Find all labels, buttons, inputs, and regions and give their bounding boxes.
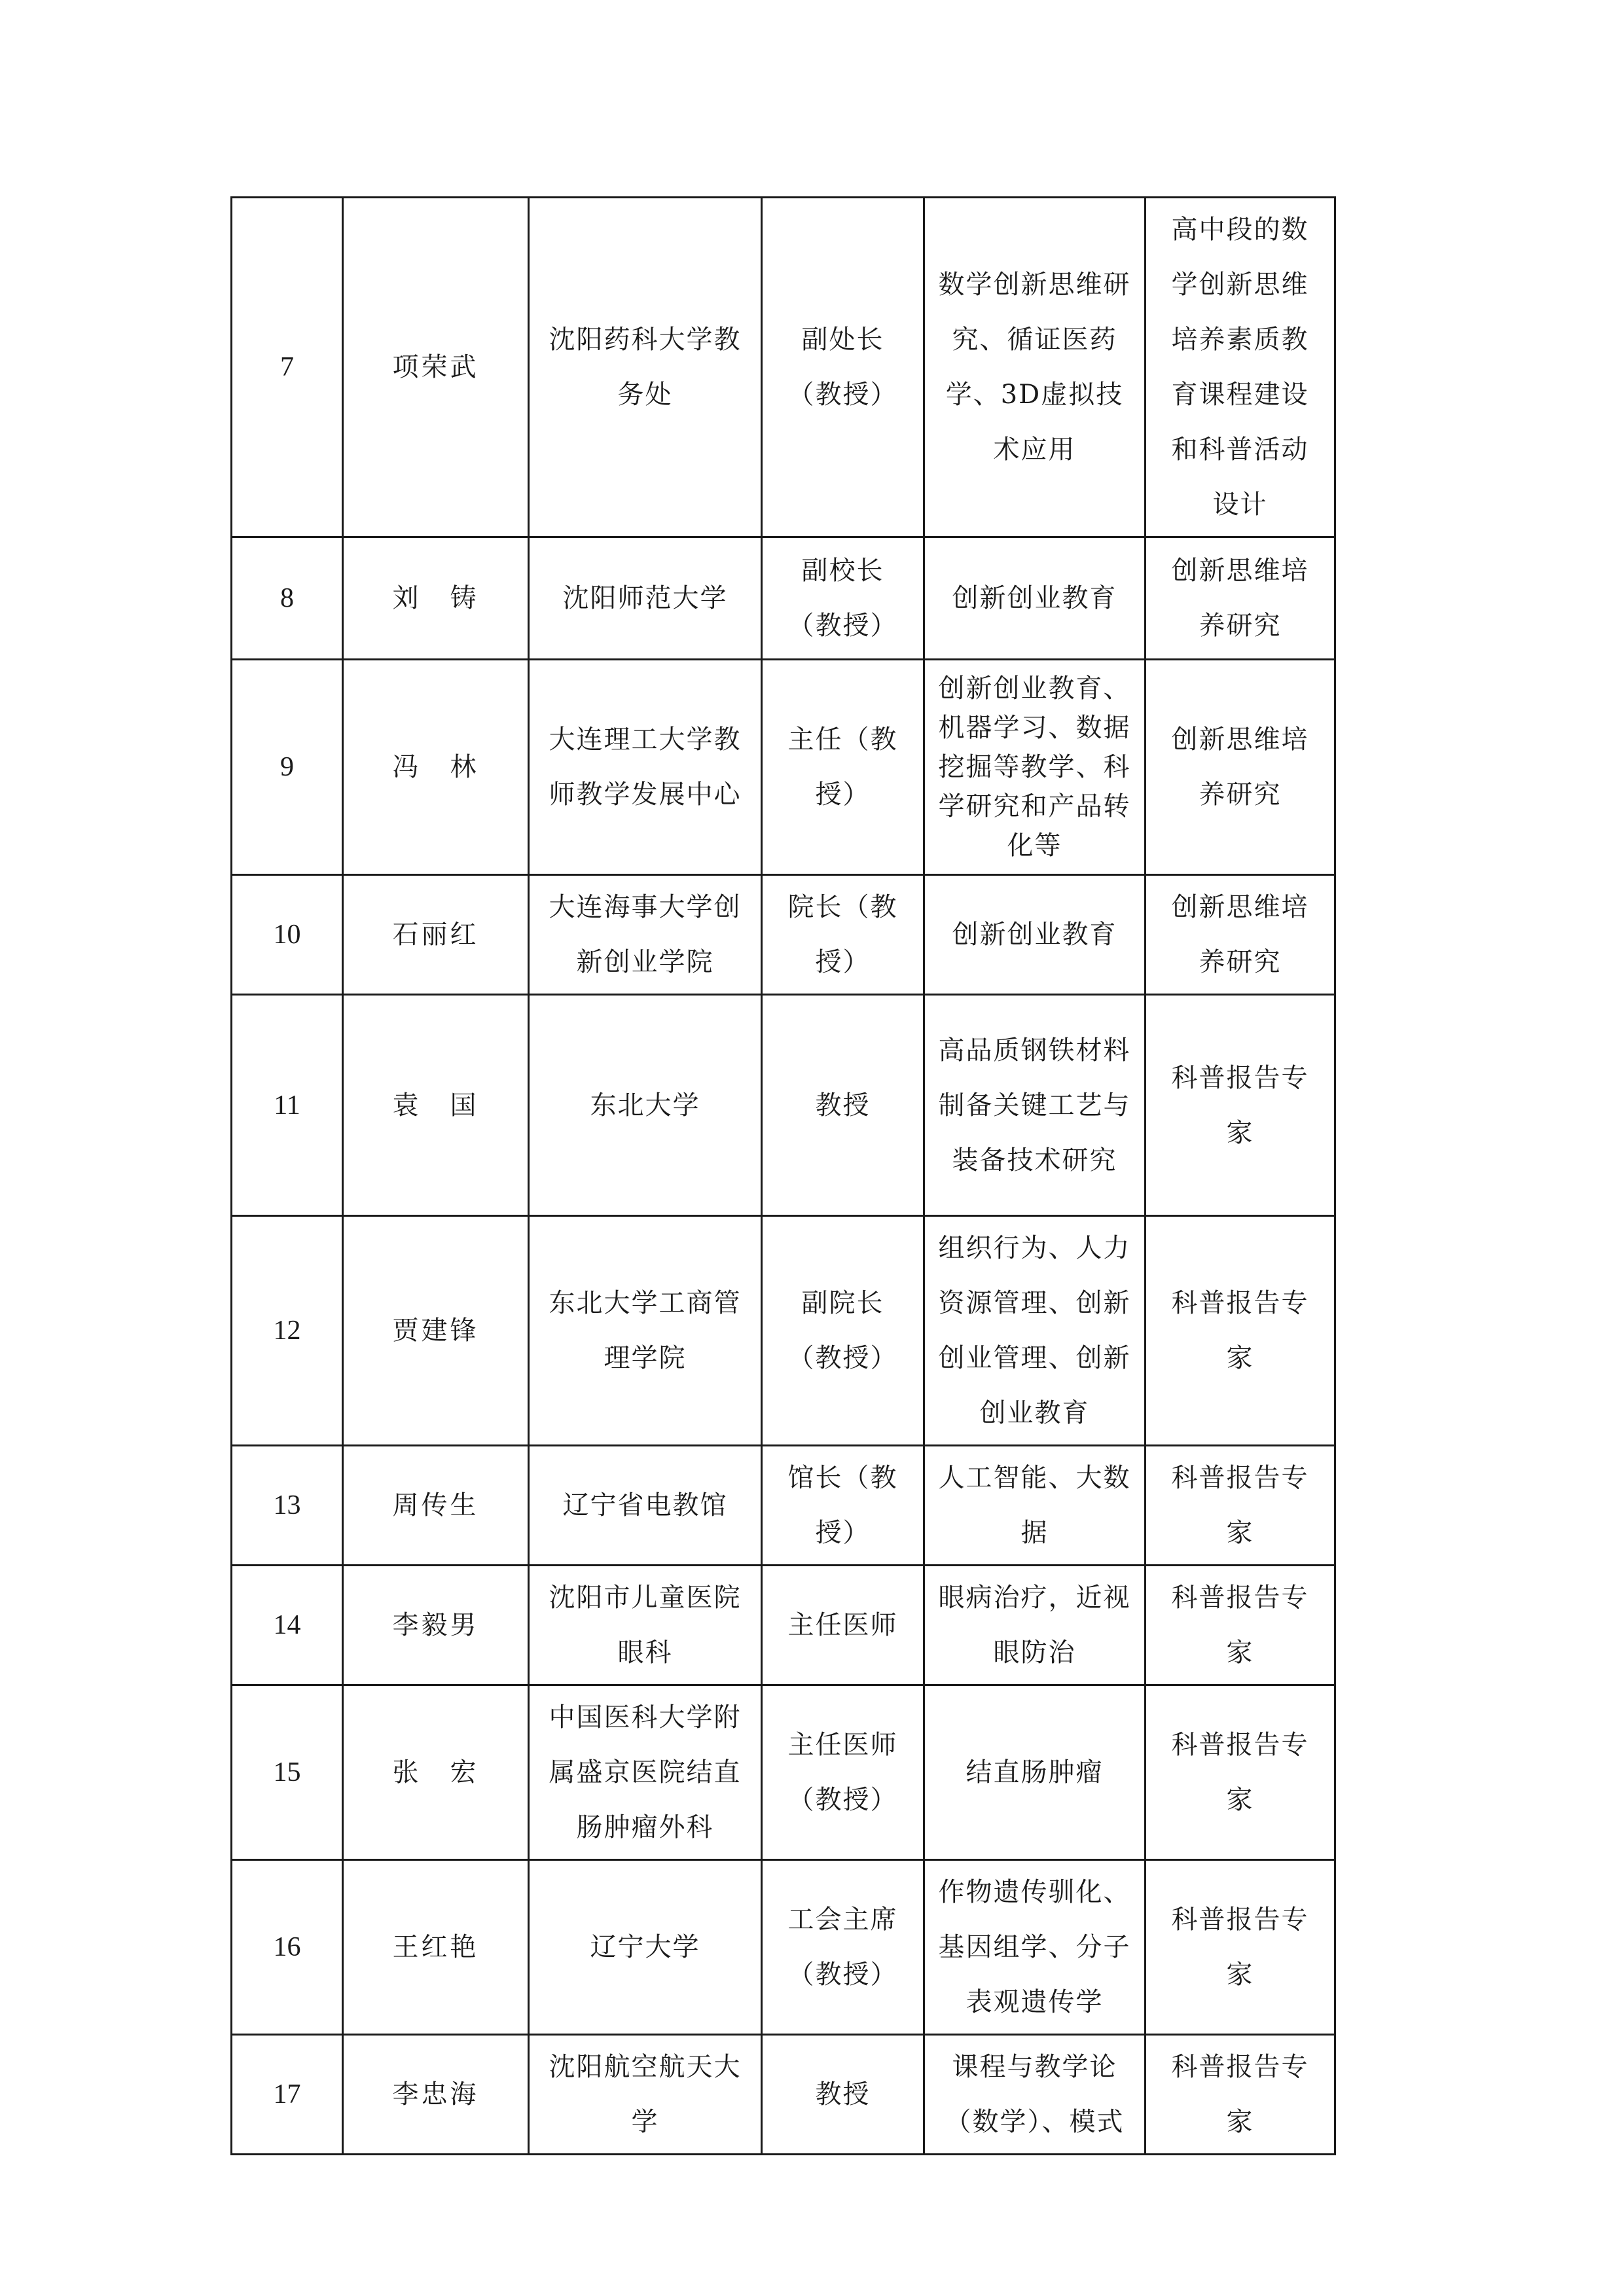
research-field: 作物遗传驯化、基因组学、分子表观遗传学 [924,1860,1146,2035]
row-number: 14 [232,1566,343,1685]
job-title: 副院长（教授） [762,1216,924,1446]
row-number: 16 [232,1860,343,2035]
job-title: 工会主席（教授） [762,1860,924,2035]
research-field: 数学创新思维研究、循证医药学、3D虚拟技术应用 [924,198,1146,537]
work-unit: 大连理工大学教师教学发展中心 [529,660,762,875]
row-number: 8 [232,537,343,660]
research-field: 眼病治疗，近视眼防治 [924,1566,1146,1685]
expert-name: 刘 铸 [343,537,529,660]
expert-name: 袁 国 [343,995,529,1216]
service-direction: 科普报告专家 [1146,1446,1335,1566]
work-unit: 东北大学工商管理学院 [529,1216,762,1446]
expert-name: 冯 林 [343,660,529,875]
table-row [232,660,1335,875]
service-direction: 科普报告专家 [1146,1860,1335,2035]
expert-name: 张 宏 [343,1685,529,1860]
service-direction: 创新思维培养研究 [1146,875,1335,995]
service-direction: 科普报告专家 [1146,1685,1335,1860]
row-number: 10 [232,875,343,995]
expert-table [230,196,1336,2155]
service-direction: 创新思维培养研究 [1146,660,1335,875]
research-field: 课程与教学论（数学）、模式 [924,2035,1146,2155]
work-unit: 沈阳市儿童医院眼科 [529,1566,762,1685]
job-title: 副处长（教授） [762,198,924,537]
job-title: 主任（教授） [762,660,924,875]
research-field: 高品质钢铁材料制备关键工艺与装备技术研究 [924,995,1146,1216]
expert-name: 李毅男 [343,1566,529,1685]
table-row [232,198,1335,537]
row-number: 17 [232,2035,343,2155]
job-title: 主任医师（教授） [762,1685,924,1860]
service-direction: 科普报告专家 [1146,1566,1335,1685]
row-number: 11 [232,995,343,1216]
work-unit: 辽宁大学 [529,1860,762,2035]
research-field: 人工智能、大数据 [924,1446,1146,1566]
work-unit: 沈阳药科大学教务处 [529,198,762,537]
table-row [232,537,1335,660]
research-field: 创新创业教育 [924,537,1146,660]
research-field: 组织行为、人力资源管理、创新创业管理、创新创业教育 [924,1216,1146,1446]
work-unit: 中国医科大学附属盛京医院结直肠肿瘤外科 [529,1685,762,1860]
work-unit: 沈阳师范大学 [529,537,762,660]
job-title: 副校长（教授） [762,537,924,660]
work-unit: 大连海事大学创新创业学院 [529,875,762,995]
table-row [232,875,1335,995]
table-row [232,995,1335,1216]
job-title: 教授 [762,2035,924,2155]
row-number: 7 [232,198,343,537]
service-direction: 创新思维培养研究 [1146,537,1335,660]
row-number: 13 [232,1446,343,1566]
row-number: 15 [232,1685,343,1860]
research-field: 创新创业教育 [924,875,1146,995]
job-title: 院长（教授） [762,875,924,995]
research-field: 结直肠肿瘤 [924,1685,1146,1860]
expert-name: 项荣武 [343,198,529,537]
table-row [232,1685,1335,1860]
job-title: 教授 [762,995,924,1216]
table-row [232,1216,1335,1446]
service-direction: 高中段的数学创新思维培养素质教育课程建设和科普活动设计 [1146,198,1335,537]
service-direction: 科普报告专家 [1146,1216,1335,1446]
row-number: 12 [232,1216,343,1446]
work-unit: 沈阳航空航天大学 [529,2035,762,2155]
research-field: 创新创业教育、机器学习、数据挖掘等教学、科学研究和产品转化等 [924,660,1146,875]
service-direction: 科普报告专家 [1146,995,1335,1216]
table-row [232,1860,1335,2035]
table-row [232,1566,1335,1685]
expert-name: 贾建锋 [343,1216,529,1446]
expert-name: 王红艳 [343,1860,529,2035]
work-unit: 辽宁省电教馆 [529,1446,762,1566]
expert-name: 石丽红 [343,875,529,995]
job-title: 主任医师 [762,1566,924,1685]
work-unit: 东北大学 [529,995,762,1216]
job-title: 馆长（教授） [762,1446,924,1566]
expert-name: 李忠海 [343,2035,529,2155]
table-row [232,1446,1335,1566]
expert-name: 周传生 [343,1446,529,1566]
row-number: 9 [232,660,343,875]
service-direction: 科普报告专家 [1146,2035,1335,2155]
table-row [232,2035,1335,2155]
